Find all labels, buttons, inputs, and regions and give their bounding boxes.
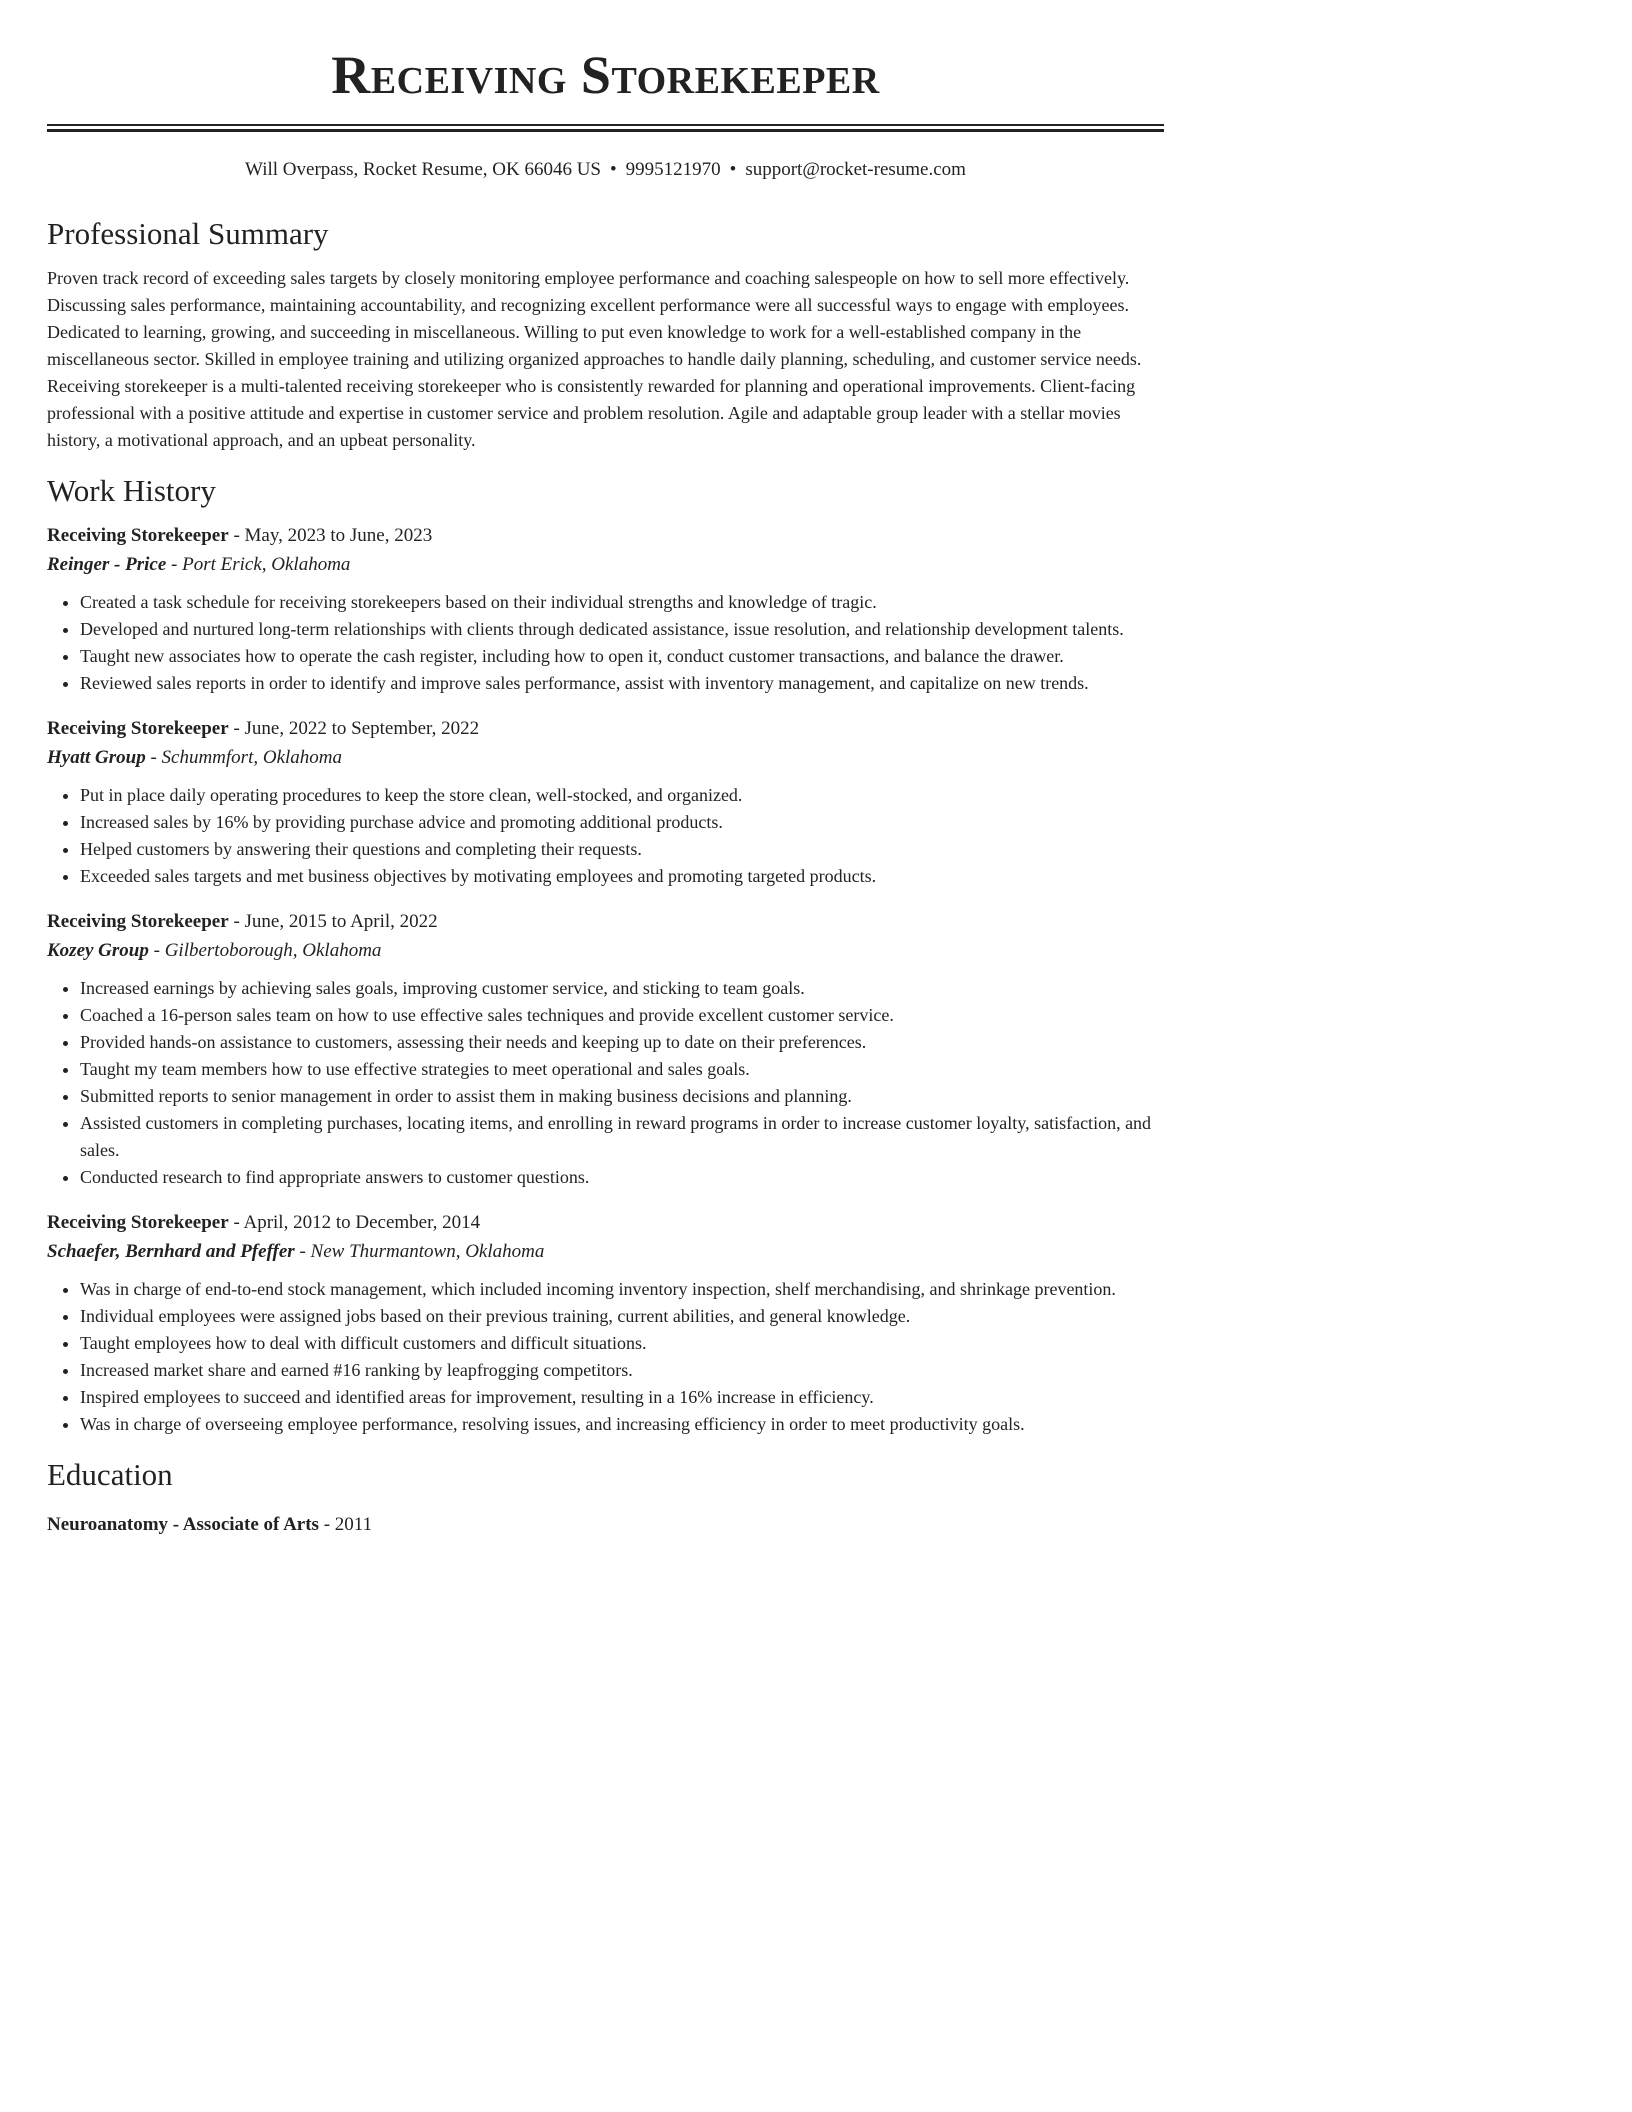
job-entry	[47, 1208, 1164, 1438]
job-dates: - April, 2012 to December, 2014	[228, 1212, 481, 1233]
company-location: - Port Erick, Oklahoma	[166, 554, 351, 575]
job-title-line	[47, 521, 1164, 550]
job-entry	[47, 907, 1164, 1191]
job-title: Receiving Storekeeper	[47, 911, 229, 932]
job-title: Receiving Storekeeper	[47, 1212, 229, 1233]
job-bullet: • Increased earnings by achieving sales goals, improving customer service, and sticking to team goals.	[80, 975, 1164, 1002]
job-bullet: • Taught employees how to deal with difficult customers and difficult situations.	[80, 1330, 1164, 1357]
work-history-list	[47, 521, 1164, 1438]
company-location: - Gilbertoborough, Oklahoma	[148, 940, 382, 961]
company-line	[47, 743, 1164, 772]
job-bullet-list	[47, 1276, 1164, 1438]
resume-title: Receiving Storekeeper	[331, 45, 880, 105]
contact-phone: 9995121970	[625, 159, 721, 180]
job-bullet: • Assisted customers in completing purchases, locating items, and enrolling in reward programs in order to increase customer loyalty, satisfaction, and sales.	[80, 1110, 1164, 1164]
job-dates: - May, 2023 to June, 2023	[228, 525, 433, 546]
job-bullet: • Submitted reports to senior management in order to assist them in making business decisions and planning.	[80, 1083, 1164, 1110]
job-bullet: • Inspired employees to succeed and identified areas for improvement, resulting in a 16% increase in efficiency.	[80, 1384, 1164, 1411]
job-title: Receiving Storekeeper	[47, 525, 229, 546]
resume-page	[47, 0, 1164, 1539]
job-entry	[47, 714, 1164, 890]
job-bullet-list	[47, 782, 1164, 890]
job-bullet: • Conducted research to find appropriate answers to customer questions.	[80, 1164, 1164, 1191]
education-heading: Education	[47, 1457, 173, 1492]
job-bullet: • Increased sales by 16% by providing purchase advice and promoting additional products.	[80, 809, 1164, 836]
summary-text: Proven track record of exceeding sales targets by closely monitoring employee performance and coaching salespeople on how to sell more effectively. Discussing sales performance, maintaining accountability, and recognizing excellent performance were all successful ways to engage with employees. Dedicated to learning, growing, and succeeding in miscellaneous. Willing to put even knowledge to work for a well-established company in the miscellaneous sector. Skilled in employee training and utilizing organized approaches to handle daily planning, scheduling, and customer service needs. Receiving storekeeper is a multi-talented receiving storekeeper who is consistently rewarded for planning and operational improvements. Client-facing professional with a positive attitude and expertise in customer service and problem resolution. Agile and adaptable group leader with a stellar movies history, a motivational approach, and an upbeat personality.	[47, 268, 1142, 450]
job-dates: - June, 2015 to April, 2022	[228, 911, 438, 932]
job-bullet: • Taught new associates how to operate the cash register, including how to open it, conduct customer transactions, and balance the drawer.	[80, 643, 1164, 670]
job-bullet: • Created a task schedule for receiving storekeepers based on their individual strengths and knowledge of tragic.	[80, 589, 1164, 616]
company-line	[47, 550, 1164, 579]
job-bullet: • Developed and nurtured long-term relationships with clients through dedicated assistance, issue resolution, and relationship development talents.	[80, 616, 1164, 643]
contact-line	[47, 158, 1164, 182]
summary-heading: Professional Summary	[47, 216, 329, 251]
contact-separator: •	[610, 159, 617, 180]
job-bullet: • Was in charge of overseeing employee performance, resolving issues, and increasing efficiency in order to meet productivity goals.	[80, 1411, 1164, 1438]
work-history-heading: Work History	[47, 473, 216, 508]
company-name: Hyatt Group	[47, 747, 146, 768]
job-bullet: • Provided hands-on assistance to customers, assessing their needs and keeping up to date on their preferences.	[80, 1029, 1164, 1056]
job-bullet: • Helped customers by answering their questions and completing their requests.	[80, 836, 1164, 863]
job-bullet: • Was in charge of end-to-end stock management, which included incoming inventory inspection, shelf merchandising, and shrinkage prevention.	[80, 1276, 1164, 1303]
company-name: Kozey Group	[47, 940, 149, 961]
job-title-line	[47, 714, 1164, 743]
job-bullet-list	[47, 589, 1164, 697]
contact-address: Will Overpass, Rocket Resume, OK 66046 US	[245, 159, 602, 180]
job-title: Receiving Storekeeper	[47, 718, 229, 739]
job-bullet: • Put in place daily operating procedures to keep the store clean, well-stocked, and organized.	[80, 782, 1164, 809]
title-divider	[47, 124, 1164, 132]
education-list	[47, 1510, 1164, 1539]
job-bullet: • Increased market share and earned #16 ranking by leapfrogging competitors.	[80, 1357, 1164, 1384]
company-name: Schaefer, Bernhard and Pfeffer	[47, 1241, 295, 1262]
job-title-line	[47, 1208, 1164, 1237]
contact-separator: •	[729, 159, 737, 180]
job-bullet: • Exceeded sales targets and met business objectives by motivating employees and promoting targeted products.	[80, 863, 1164, 890]
education-year: - 2011	[318, 1514, 373, 1535]
education-degree: Neuroanatomy - Associate of Arts	[47, 1514, 319, 1535]
job-dates: - June, 2022 to September, 2022	[228, 718, 480, 739]
company-location: - New Thurmantown, Oklahoma	[294, 1241, 545, 1262]
company-name: Reinger - Price	[47, 554, 167, 575]
job-entry	[47, 521, 1164, 697]
job-bullet: • Taught my team members how to use effective strategies to meet operational and sales goals.	[80, 1056, 1164, 1083]
job-bullet: • Coached a 16-person sales team on how to use effective sales techniques and provide excellent customer service.	[80, 1002, 1164, 1029]
company-location: - Schummfort, Oklahoma	[145, 747, 343, 768]
company-line	[47, 1237, 1164, 1266]
company-line	[47, 936, 1164, 965]
job-bullet: • Reviewed sales reports in order to identify and improve sales performance, assist with inventory management, and capitalize on new trends.	[80, 670, 1164, 697]
education-entry	[47, 1510, 1164, 1539]
job-bullet-list	[47, 975, 1164, 1191]
job-title-line	[47, 907, 1164, 936]
job-bullet: • Individual employees were assigned jobs based on their previous training, current abilities, and general knowledge.	[80, 1303, 1164, 1330]
contact-email: support@rocket-resume.com	[745, 159, 966, 180]
